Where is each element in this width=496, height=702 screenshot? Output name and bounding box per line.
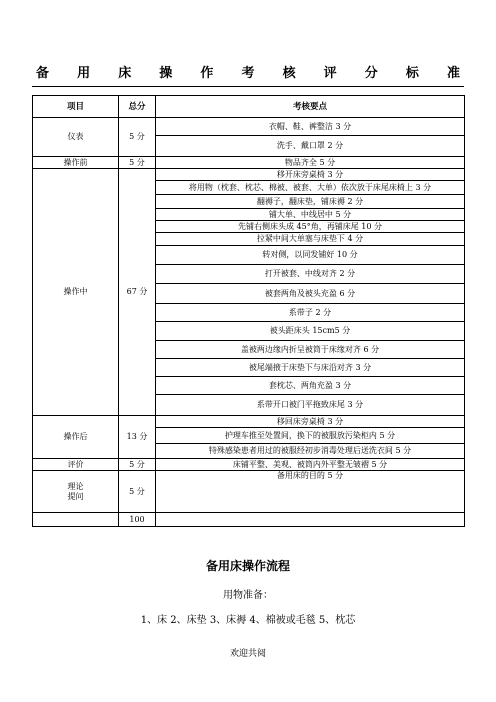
score-table: [32, 95, 465, 527]
score-cell: 5 分: [119, 157, 156, 169]
header-item: 项目: [33, 96, 119, 118]
prep-items: 1、床 2、床垫 3、床褥 4、棉被或毛毯 5、枕芯: [140, 615, 356, 626]
prep-label: 用物准备：: [223, 590, 273, 601]
point-cell: 特殊感染患者用过的被服经初步消毒处理后送洗衣间 5 分: [156, 444, 465, 459]
point-cell: 转对侧，以同发铺好 10 分: [156, 246, 465, 265]
score-cell: 5 分: [119, 118, 156, 157]
point-cell: 铺大单、中线居中 5 分: [156, 209, 465, 221]
section-title: 备用床操作流程: [205, 559, 290, 573]
point-cell: 移回床旁桌椅 3 分: [156, 416, 465, 428]
title-char: 标: [405, 66, 419, 81]
title-char: 用: [77, 66, 91, 81]
point-cell: 先铺右侧床头成 45°角，再铺床尾 10 分: [156, 221, 465, 233]
header-score: 总分: [119, 96, 156, 118]
title-char: 评: [323, 66, 337, 81]
page-title: [36, 62, 460, 84]
item-cell: 仪表: [33, 118, 119, 157]
title-char: 床: [118, 66, 132, 81]
point-cell: 套枕芯、两角充盈 3 分: [156, 377, 465, 395]
item-cell: 评价: [33, 459, 119, 471]
point-cell: 被套两角及被头充盈 6 分: [156, 284, 465, 304]
title-divider: [32, 86, 464, 87]
point-cell: 盖被两边缘内折呈被筒于床缘对齐 6 分: [156, 341, 465, 359]
title-char: 作: [200, 66, 214, 81]
point-cell: 护理车推至处置间，换下的被服放污染柜内 5 分: [156, 428, 465, 444]
title-char: 核: [282, 66, 296, 81]
point-cell: 衣帽、鞋、裤整洁 3 分: [156, 118, 465, 136]
footer-text: 欢迎共阅: [229, 649, 266, 659]
item-cell: [33, 513, 119, 527]
point-cell: 洗手、戴口罩 2 分: [156, 136, 465, 157]
point-cell: 被尾端掖于床垫下与床沿对齐 3 分: [156, 359, 465, 377]
score-cell: 5 分: [119, 459, 156, 471]
total-cell: 100: [119, 513, 156, 527]
title-char: 分: [364, 66, 378, 81]
item-cell: 操作后: [33, 416, 119, 459]
point-cell: 被头距床头 15cm5 分: [156, 322, 465, 341]
point-cell: 物品齐全 5 分: [156, 157, 465, 169]
point-cell: 打开被套、中线对齐 2 分: [156, 265, 465, 284]
point-cell: 移开床旁桌椅 3 分: [156, 169, 465, 181]
point-cell: 翻褥子，翻床垫，铺床褥 2 分: [156, 195, 465, 209]
title-char: 准: [446, 66, 460, 81]
point-cell: 备用床的目的 5 分: [156, 471, 465, 513]
point-cell: 拉紧中间大单塞与床垫下 4 分: [156, 233, 465, 246]
point-cell: 系带子 2 分: [156, 304, 465, 322]
item-cell: 操作中: [33, 169, 119, 416]
header-points: 考核要点: [156, 96, 465, 118]
title-char: 备: [36, 66, 50, 81]
score-cell: 67 分: [119, 169, 156, 416]
title-char: 操: [159, 66, 173, 81]
title-char: 考: [241, 66, 255, 81]
point-cell: [156, 513, 465, 527]
point-cell: 床铺平整、美观、被筒内外平整无皱褶 5 分: [156, 459, 465, 471]
point-cell: 系带开口被门平拖致床尾 3 分: [156, 395, 465, 416]
item-cell: 理论 提问: [33, 471, 119, 513]
score-cell: 5 分: [119, 471, 156, 513]
score-cell: 13 分: [119, 416, 156, 459]
item-cell: 操作前: [33, 157, 119, 169]
point-cell: 将用物（枕套、枕芯、棉被、被套、大单）依次放于床尾床椅上 3 分: [156, 181, 465, 195]
